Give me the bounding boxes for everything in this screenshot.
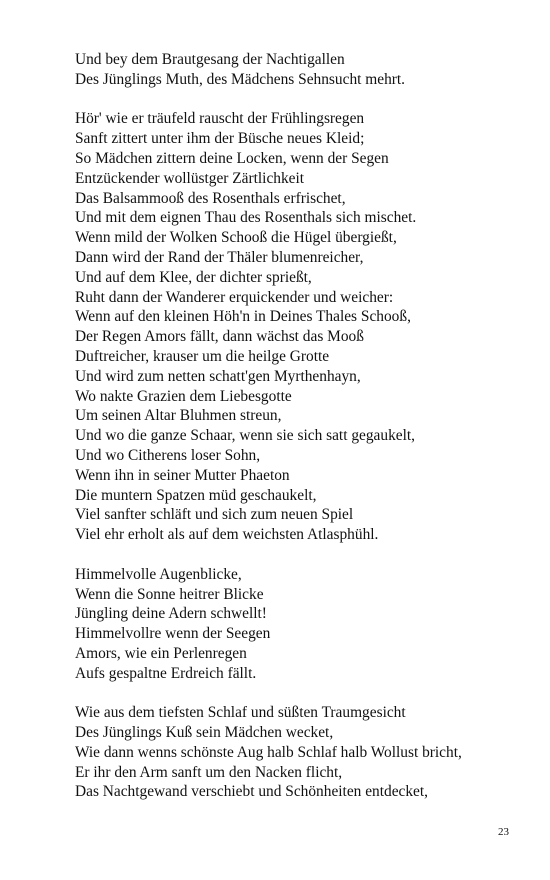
poem-line: Hör' wie er träufeld rauscht der Frühlingsregen [75, 110, 365, 128]
poem-line: Der Regen Amors fällt, dann wächst das Mooß [75, 328, 364, 346]
poem-line: Des Jünglings Kuß sein Mädchen wecket, [75, 724, 334, 742]
stanza-4 [75, 703, 535, 802]
poem-line: Viel sanfter schläft und sich zum neuen Spiel [75, 506, 354, 524]
poem-line: Um seinen Altar Bluhmen streun, [75, 407, 282, 425]
poem-line: Die muntern Spatzen müd geschaukelt, [75, 486, 317, 504]
poem-line: Aufs gespaltne Erdreich fällt. [75, 664, 257, 682]
poem-line: Wenn die Sonne heitrer Blicke [75, 585, 264, 603]
stanza-3 [75, 565, 535, 684]
poem-line: Jüngling deine Adern schwellt! [75, 605, 267, 623]
poem-line: So Mädchen zittern deine Locken, wenn der Segen [75, 149, 389, 167]
stanza-1 [75, 50, 535, 90]
poem-line: Entzückender wollüstger Zärtlichkeit [75, 169, 305, 187]
poem-line: Und wird zum netten schatt'gen Myrthenhayn, [75, 367, 361, 385]
poem-line: Wie dann wenns schönste Aug halb Schlaf halb Wollust bricht, [75, 743, 462, 761]
poem-line: Das Nachtgewand verschiebt und Schönheiten entdecket, [75, 783, 429, 801]
poem-line: Viel ehr erholt als auf dem weichsten Atlasphühl. [75, 526, 379, 544]
poem-line: Und auf dem Klee, der dichter sprießt, [75, 268, 312, 286]
poem-line: Er ihr den Arm sanft um den Nacken flicht, [75, 763, 343, 781]
poem-line: Wenn ihn in seiner Mutter Phaeton [75, 466, 290, 484]
poem-line: Das Balsammooß des Rosenthals erfrischet, [75, 189, 346, 207]
poem-line: Wo nakte Grazien dem Liebesgotte [75, 387, 292, 405]
poem-line: Und mit dem eignen Thau des Rosenthals sich mischet. [75, 209, 417, 227]
poem-line: Des Jünglings Muth, des Mädchens Sehnsucht mehrt. [75, 70, 406, 88]
poem-line: Duftreicher, krauser um die heilge Grotte [75, 347, 330, 365]
poem-line: Himmelvollre wenn der Seegen [75, 625, 271, 643]
poem-line: Und wo Citherens loser Sohn, [75, 446, 261, 464]
poem-line: Sanft zittert unter ihm der Büsche neues Kleid; [75, 130, 365, 148]
poem-line: Ruht dann der Wanderer erquickender und weicher: [75, 288, 394, 306]
poem-line: Dann wird der Rand der Thäler blumenreicher, [75, 248, 364, 266]
poem-line: Und wo die ganze Schaar, wenn sie sich satt gegaukelt, [75, 427, 416, 445]
page-number: 23 [498, 826, 509, 838]
poem-line: Amors, wie ein Perlenregen [75, 644, 247, 662]
poem-line: Wenn mild der Wolken Schooß die Hügel übergießt, [75, 229, 397, 247]
poem-line: Und bey dem Brautgesang der Nachtigallen [75, 51, 345, 68]
poem-text [75, 50, 535, 822]
poem-line: Himmelvolle Augenblicke, [75, 565, 242, 583]
poem-line: Wie aus dem tiefsten Schlaf und süßten Traumgesicht [75, 704, 406, 722]
stanza-2 [75, 109, 535, 545]
poem-line: Wenn auf den kleinen Höh'n in Deines Thales Schooß, [75, 308, 411, 326]
